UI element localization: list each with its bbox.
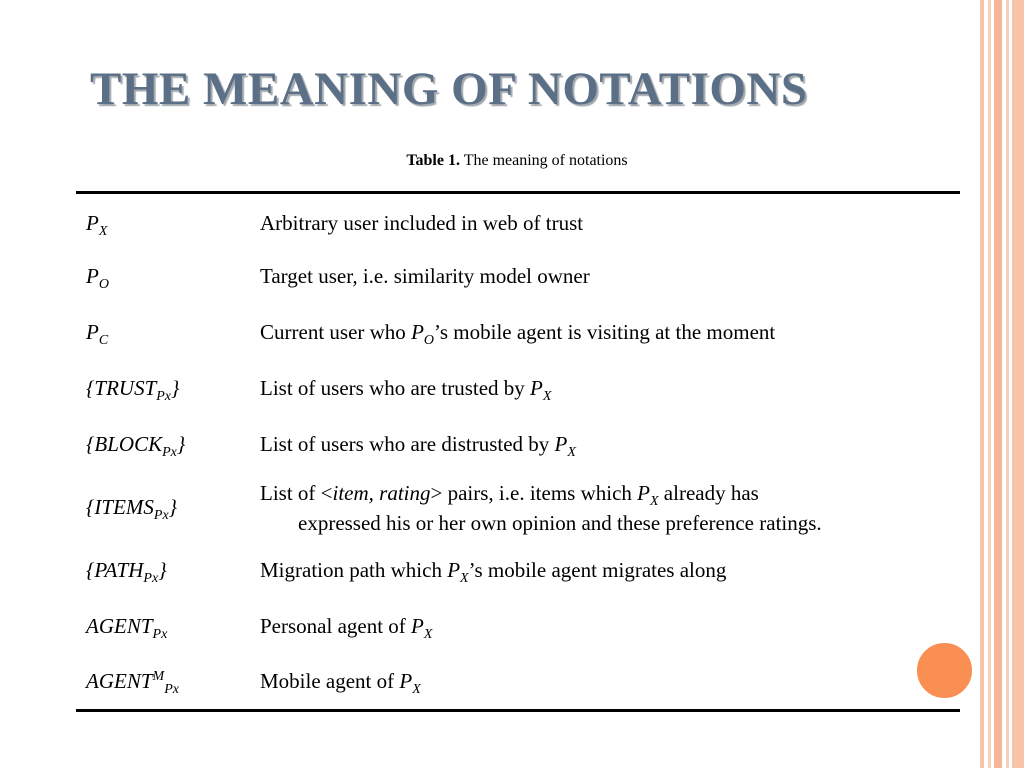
table-row [76, 543, 960, 599]
notation-description: List of users who are trusted by $P_X$ [260, 376, 552, 405]
notation-description: Personal agent of $P_X$ [260, 614, 433, 643]
caption-label: Table 1. [406, 152, 460, 169]
notation-description: Target user, i.e. similarity model owner [260, 264, 590, 288]
caption-text: The meaning of notations [459, 152, 628, 169]
notation-description: List of users who are distrusted by $P_X$ [260, 432, 576, 461]
notation-description: Arbitrary user included in web of trust [260, 210, 584, 235]
table-row [76, 599, 960, 655]
table-row [76, 249, 960, 305]
decorative-stripe [988, 0, 991, 768]
notation-symbol: $\{ITEMS_{Px}\}$ [86, 495, 178, 524]
notation-symbol: $P_X$ [86, 210, 108, 239]
notation-symbol: $P_O$ [86, 264, 109, 293]
table-row [76, 473, 960, 543]
slide-title: THE MEANING OF NOTATIONS [90, 63, 808, 115]
notation-symbol: $\{TRUST_{Px}\}$ [86, 376, 180, 405]
notation-symbol: $AGENT^M_{Px}$ [86, 669, 179, 698]
notation-description: List of <item, rating> pairs, i.e. items which $P_X$ already has expressed his or her own opinion and these preference ratings. [260, 480, 822, 535]
table-caption [0, 152, 1024, 170]
notation-symbol: $P_C$ [86, 320, 109, 349]
table-row [76, 193, 960, 249]
notation-description: Mobile agent of $P_X$ [260, 669, 421, 698]
table-row [76, 655, 960, 711]
table-row [76, 417, 960, 473]
notation-symbol: $AGENT_{Px}$ [86, 614, 168, 643]
decorative-stripe [994, 0, 1002, 768]
notation-description: Current user who $P_O’s$ mobile agent is visiting at the moment [260, 320, 776, 349]
decorative-stripe [1012, 0, 1024, 768]
table-row [76, 361, 960, 417]
notation-symbol: $\{PATH_{Px}\}$ [86, 558, 167, 587]
notation-description: Migration path which $P_X’s$ mobile agent migrates along [260, 558, 727, 587]
table-row [76, 305, 960, 361]
decorative-stripe [1006, 0, 1009, 768]
decorative-stripe [980, 0, 984, 768]
notation-table [76, 191, 960, 712]
notation-symbol: $\{BLOCK_{Px}\}$ [86, 432, 186, 461]
